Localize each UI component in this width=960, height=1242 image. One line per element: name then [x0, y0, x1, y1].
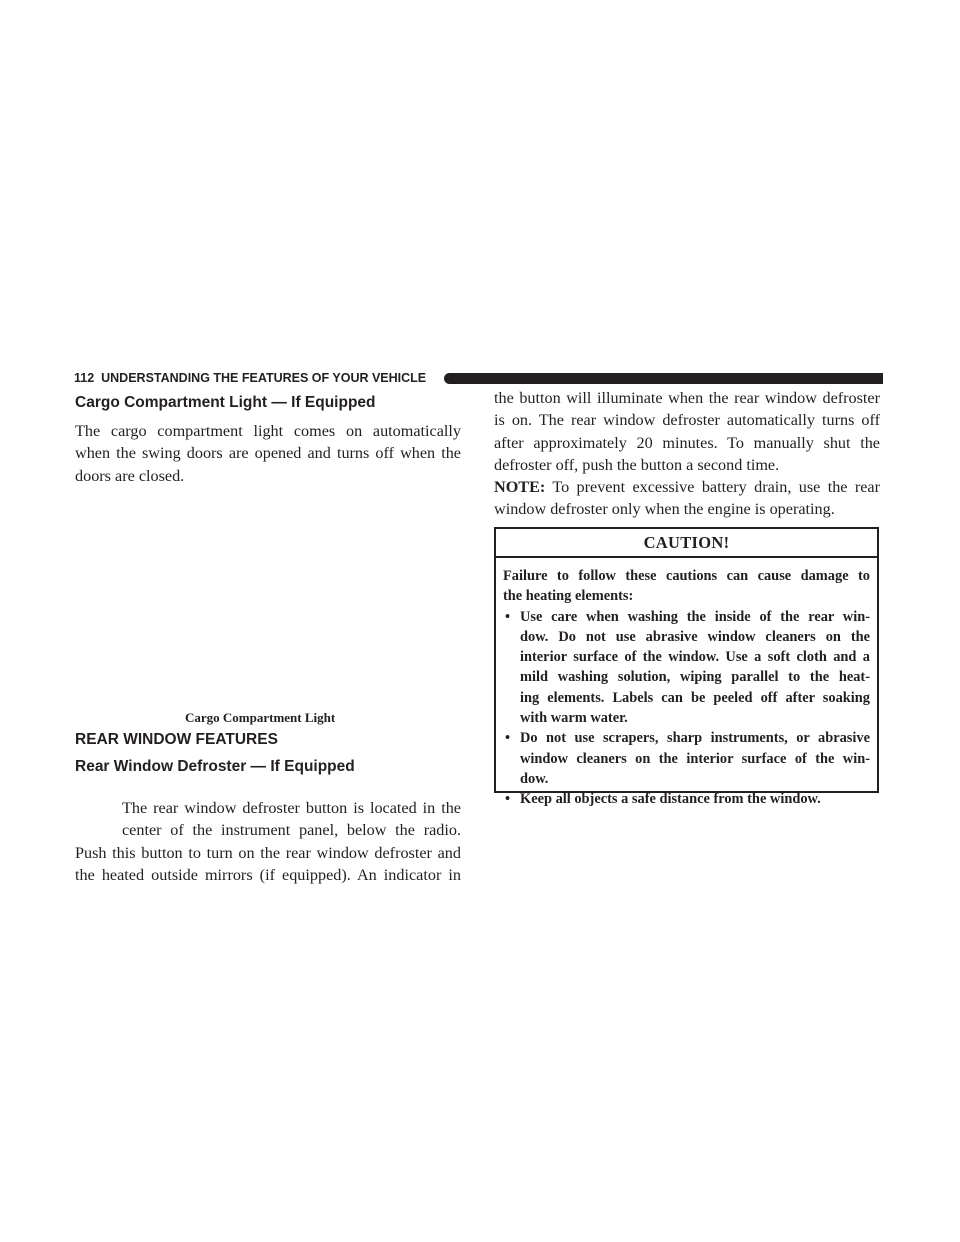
- cargo-light-paragraph: [75, 420, 461, 487]
- paragraph-line: the button will illuminate when the rear window defroster: [494, 389, 880, 407]
- caution-bullet-line: window cleaners on the interior surface of the win-: [520, 750, 870, 767]
- defroster-continued-paragraph: [494, 387, 880, 476]
- rear-window-features-heading: REAR WINDOW FEATURES: [75, 731, 278, 748]
- caution-bullet-line: Use care when washing the inside of the rear win-: [520, 608, 870, 625]
- note-label: NOTE:: [494, 478, 546, 496]
- rear-defroster-paragraph: [75, 797, 461, 886]
- bullet-icon: •: [505, 730, 511, 747]
- paragraph-line: doors are closed.: [75, 466, 185, 485]
- paragraph-line: defroster off, push the button a second time.: [494, 455, 780, 474]
- caution-bullet-item: [503, 728, 870, 789]
- caution-intro-line: the heating elements:: [503, 588, 634, 605]
- paragraph-line: the heated outside mirrors (if equipped). An indicator in: [75, 865, 461, 884]
- caution-bullet-line: mild washing solution, wiping parallel to the heat-: [520, 669, 870, 686]
- bullet-icon: •: [505, 791, 511, 808]
- paragraph-line: The cargo compartment light comes on automatically: [75, 422, 461, 440]
- paragraph-line: is on. The rear window defroster automatically turns off: [494, 411, 880, 430]
- caution-title-bar: [496, 529, 877, 558]
- paragraph-line: when the swing doors are opened and turns off when the: [75, 444, 461, 463]
- caution-bullet-line: dow. Do not use abrasive window cleaners on the: [520, 628, 870, 645]
- paragraph-line: after approximately 20 minutes. To manually shut the: [494, 433, 880, 452]
- caution-bullet-item: [503, 789, 870, 809]
- paragraph-line: Push this button to turn on the rear window defroster and: [75, 843, 461, 862]
- caution-bullet-line: interior surface of the window. Use a soft cloth and a: [520, 649, 870, 666]
- bullet-icon: •: [505, 608, 511, 625]
- caution-box: [494, 527, 879, 808]
- caution-bullet-line: Do not use scrapers, sharp instruments, or abrasive: [520, 730, 870, 747]
- figure-caption: Cargo Compartment Light: [185, 710, 336, 725]
- caution-intro-line: Failure to follow these cautions can cause damage to: [503, 568, 870, 584]
- caution-bullet-line: dow.: [520, 770, 549, 787]
- caution-bullet-line: Keep all objects a safe distance from the window.: [520, 791, 821, 808]
- paragraph-line: window defroster only when the engine is operating.: [494, 500, 835, 519]
- paragraph-line: center of the instrument panel, below the radio.: [122, 821, 461, 840]
- paragraph-line: The rear window defroster button is located in the: [122, 799, 461, 817]
- caution-bullet-line: ing elements. Labels can be peeled off after soaking: [520, 689, 870, 706]
- note-text: To prevent excessive battery drain, use the rear: [552, 478, 880, 496]
- section-title: UNDERSTANDING THE FEATURES OF YOUR VEHICLE: [101, 371, 427, 385]
- cargo-light-heading: Cargo Compartment Light — If Equipped: [75, 394, 376, 411]
- note-paragraph: [494, 476, 880, 521]
- caution-body: [503, 566, 870, 810]
- paragraph-line: [494, 476, 880, 498]
- page-header: [74, 371, 883, 385]
- caution-title: CAUTION!: [643, 533, 730, 552]
- caution-bullet-item: [503, 607, 870, 729]
- header-rule: [444, 373, 883, 384]
- page-number: 112: [74, 371, 95, 385]
- caution-bullet-line: with warm water.: [520, 710, 628, 727]
- rear-defroster-heading: Rear Window Defroster — If Equipped: [75, 758, 355, 775]
- page-header-text: [74, 371, 426, 385]
